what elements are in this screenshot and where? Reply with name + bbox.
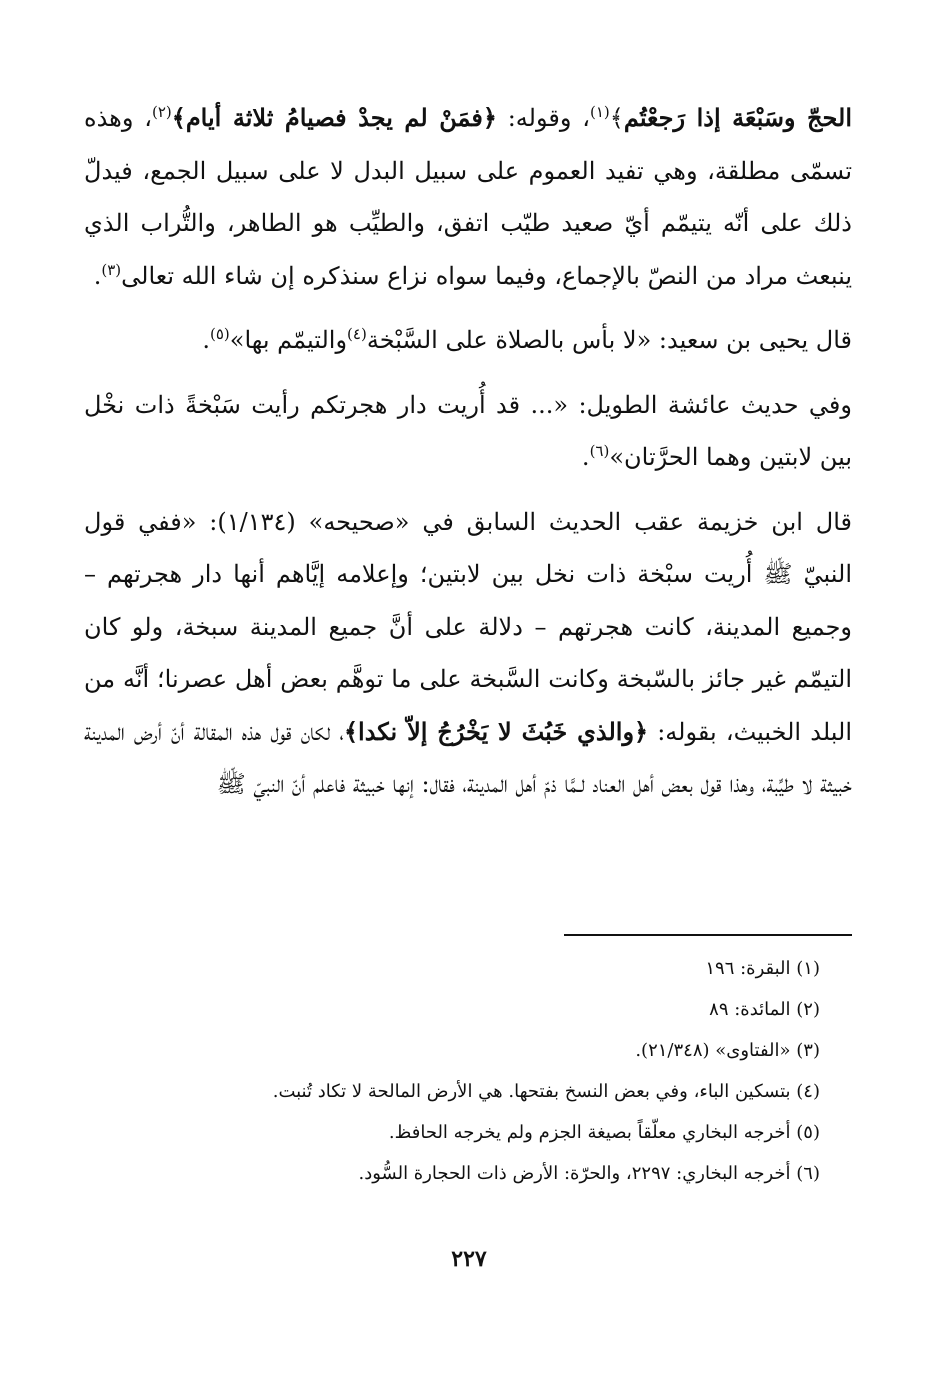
footnote-ref-3: (٣) (101, 260, 122, 279)
quran-verse-2: ﴿فمَنْ لم يجدْ فصيامُ ثلاثة أيام﴾ (171, 103, 497, 132)
footnote-4: (٤) بتسكين الباء، وفي بعض النسخ بفتحها. هي الأرض المالحة لا تكاد تُنبت. (272, 1081, 820, 1102)
quran-close-bracket: ﴾ (609, 104, 624, 132)
footnote-divider (564, 934, 852, 936)
footnote-ref-5: (٥) (209, 325, 230, 343)
footnote-ref-4: (٤) (347, 325, 367, 343)
paragraph-2 (84, 314, 852, 367)
paragraph-4-text-a: قال ابن خزيمة عقب الحديث السابق في «صحيحه» (١/١٣٤): «ففي قول النبيّ ﷺ أُريت سبْخة ذات نخل بين لابتين؛ وإعلامه إيَّاهم أنها دار هجرتهم – وجميع المدينة، كانت هجرتهم – دلالة على أنَّ جميع المدينة سبخة، ولو كان التيمّم غير جائز بالسّبخة وكانت السَّبخة على ما توهَّم بعض أهل عصرنا؛ أنَّه من البلد الخبيث، بقوله: (84, 507, 852, 746)
quran-verse-1: الحجّ وسَبْعَة إذا رَجعْتُم (623, 103, 853, 132)
main-text (84, 92, 852, 811)
paragraph-3-text-a: وفي حديث عائشة الطويل: «... قد أُريت دار هجرتكم رأيت سَبْخةً ذات نخْل بين لابتين وهما الحرَّتان» (84, 390, 852, 471)
quran-verse-3: ﴿والذي خَبُثَ لا يَخْرُجُ إلاّ نكدا﴾ (343, 716, 649, 746)
paragraph-1-text-c: . (93, 261, 102, 290)
paragraph-4-text-b: ، لكان قول هذه المقالة أنّ أرض المدينة خبيثة لا طيِّبة، وهذا قول بعض أهل العناد لـمَّا ذمّ أهل المدينة، فقال: إنها خبيثة فاعلم أنّ النبيّ ﷺ (84, 717, 852, 798)
paragraph-2-text-c: . (202, 326, 210, 354)
paragraph-3 (84, 379, 852, 484)
footnotes (100, 948, 820, 1194)
footnote-3: (٣) «الفتاوى» (٢١/٣٤٨). (635, 1040, 820, 1061)
paragraph-4 (84, 496, 852, 811)
paragraph-3-text-b: . (581, 443, 590, 471)
paragraph-1-text-a: ، وقوله: (496, 104, 590, 132)
footnote-2: (٢) المائدة: ٨٩ (709, 999, 820, 1020)
page-number: ٢٢٧ (451, 1246, 487, 1272)
footnote-ref-6: (٦) (589, 442, 610, 460)
paragraph-1 (84, 92, 852, 302)
footnote-5: (٥) أخرجه البخاري معلّقاً بصيغة الجزم ولم يخرجه الحافظ. (388, 1122, 820, 1143)
footnote-ref-2: (٢) (151, 103, 172, 121)
paragraph-1-text-b: ، وهذه تسمّى مطلقة، وهي تفيد العموم على سبيل البدل لا على سبيل الجمع، فيدلّ ذلك على أنّه يتيمّم أيّ صعيد طيّب اتفق، والطيِّب هو الطاهر، والتُّراب الذي ينبعث مراد من النصّ بالإجماع، وفيما سواه نزاع سنذكره إن شاء الله تعالى (84, 104, 852, 290)
footnote-6: (٦) أخرجه البخاري: ٢٢٩٧، والحرّة: الأرض ذات الحجارة السُّود. (358, 1163, 820, 1184)
paragraph-2-text-a: قال يحيى بن سعيد: «لا بأس بالصلاة على السَّبْخة (366, 326, 852, 354)
footnote-1: (١) البقرة: ١٩٦ (705, 958, 820, 979)
footnote-ref-1: (١) (590, 103, 610, 121)
paragraph-2-text-b: والتيمّم بها» (229, 326, 348, 354)
